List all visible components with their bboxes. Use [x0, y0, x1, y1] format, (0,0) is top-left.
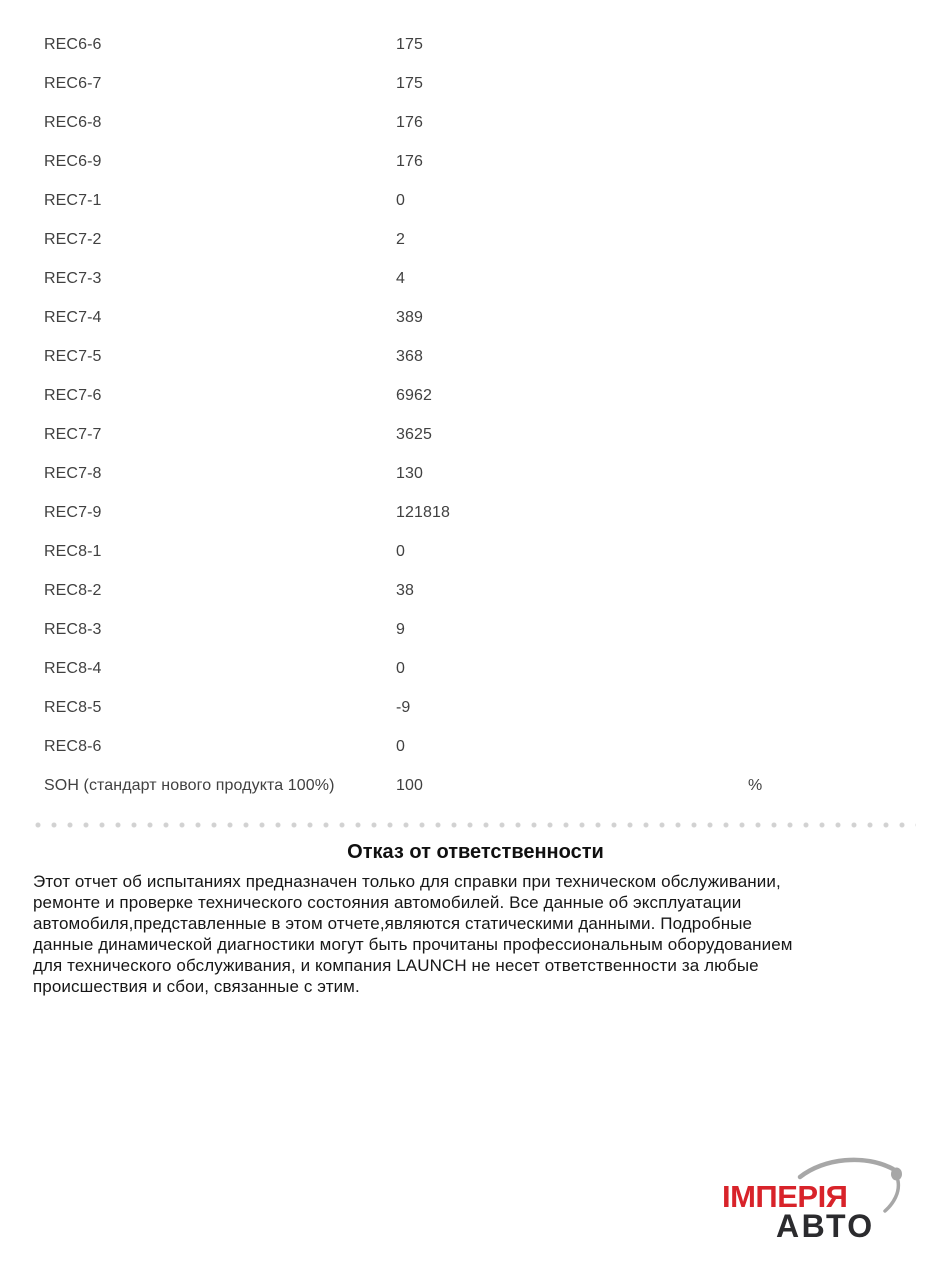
table-row	[0, 727, 951, 766]
disclaimer-body	[33, 871, 921, 997]
disclaimer-line: ремонте и проверке технического состояния автомобилей. Все данные об эксплуатации	[33, 893, 742, 912]
table-row	[0, 220, 951, 259]
imperia-avto-logo	[688, 1150, 926, 1246]
row-value: 0	[396, 191, 405, 209]
row-value: -9	[396, 698, 411, 716]
row-value: 176	[396, 152, 423, 170]
dotted-separator	[35, 822, 916, 828]
row-label: REC7-2	[44, 230, 102, 248]
logo-word-top: ІМПЕРІЯ	[722, 1179, 848, 1214]
row-label: REC8-3	[44, 620, 102, 638]
row-value: 0	[396, 737, 405, 755]
row-value: 2	[396, 230, 405, 248]
table-row	[0, 454, 951, 493]
row-label: REC6-9	[44, 152, 102, 170]
table-row	[0, 259, 951, 298]
row-value: 130	[396, 464, 423, 482]
table-row	[0, 532, 951, 571]
row-label: REC8-5	[44, 698, 102, 716]
row-label: REC8-1	[44, 542, 102, 560]
row-value: 0	[396, 659, 405, 677]
disclaimer-title: Отказ от ответственности	[347, 841, 604, 863]
table-row	[0, 493, 951, 532]
row-value: 100	[396, 776, 423, 794]
disclaimer-line: данные динамической диагностики могут быть прочитаны профессиональным оборудованием	[33, 935, 793, 954]
table-row	[0, 766, 951, 805]
row-value: 175	[396, 74, 423, 92]
row-label: REC6-6	[44, 35, 102, 53]
row-label: REC7-5	[44, 347, 102, 365]
table-row	[0, 298, 951, 337]
table-row	[0, 142, 951, 181]
table-row	[0, 64, 951, 103]
row-unit: %	[748, 776, 763, 794]
row-label: SOH (стандарт нового продукта 100%)	[44, 776, 335, 794]
row-label: REC8-6	[44, 737, 102, 755]
row-value: 3625	[396, 425, 432, 443]
table-row	[0, 25, 951, 64]
row-value: 38	[396, 581, 414, 599]
row-label: REC7-9	[44, 503, 102, 521]
row-label: REC7-4	[44, 308, 102, 326]
disclaimer-line: автомобиля,представленные в этом отчете,являются статическими данными. Подробные	[33, 914, 753, 933]
row-label: REC7-6	[44, 386, 102, 404]
disclaimer-line: происшествия и сбои, связанные с этим.	[33, 977, 360, 996]
table-row	[0, 376, 951, 415]
row-label: REC7-7	[44, 425, 102, 443]
row-value: 176	[396, 113, 423, 131]
row-label: REC6-7	[44, 74, 102, 92]
row-label: REC8-4	[44, 659, 102, 677]
table-row	[0, 181, 951, 220]
row-label: REC6-8	[44, 113, 102, 131]
table-row	[0, 337, 951, 376]
table-row	[0, 103, 951, 142]
table-row	[0, 610, 951, 649]
table-row	[0, 415, 951, 454]
disclaimer-line: для технического обслуживания, и компания LAUNCH не несет ответственности за любые	[33, 956, 759, 975]
row-value: 9	[396, 620, 405, 638]
row-label: REC8-2	[44, 581, 102, 599]
row-value: 4	[396, 269, 405, 287]
row-value: 368	[396, 347, 423, 365]
row-value: 0	[396, 542, 405, 560]
row-label: REC7-1	[44, 191, 102, 209]
row-value: 389	[396, 308, 423, 326]
logo-graphic	[688, 1150, 926, 1246]
row-value: 121818	[396, 503, 450, 521]
row-label: REC7-3	[44, 269, 102, 287]
logo-word-bottom: АВТО	[776, 1208, 875, 1244]
row-value: 6962	[396, 386, 432, 404]
row-value: 175	[396, 35, 423, 53]
table-row	[0, 571, 951, 610]
table-row	[0, 688, 951, 727]
table-row	[0, 649, 951, 688]
row-label: REC7-8	[44, 464, 102, 482]
disclaimer-line: Этот отчет об испытаниях предназначен только для справки при техническом обслуживании,	[33, 872, 781, 891]
